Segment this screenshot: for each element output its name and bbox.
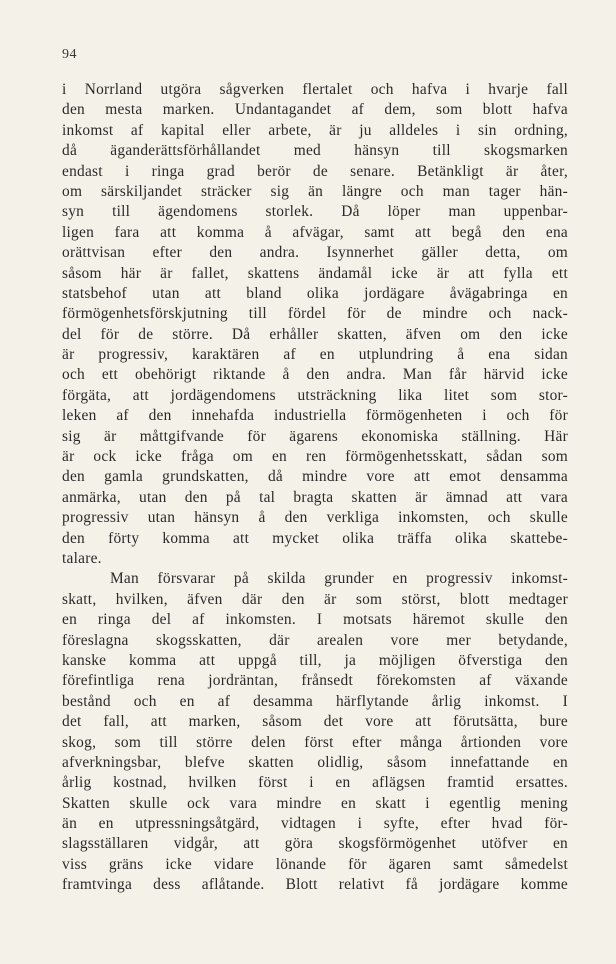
text-line: såsom här är fallet, skattens ändamål icke är att fylla ett [62, 264, 568, 282]
text-line: den gamla grundskatten, då mindre vore att emot densamma [62, 468, 568, 486]
text-line: den förty komma att mycket olika träffa olika skattebe- [62, 529, 568, 547]
text-line: förgäta, att jordägendomens utsträckning lika litet som stor- [62, 386, 568, 404]
text-line: endast i ringa grad berör de senare. Betänkligt är åter, [62, 162, 568, 180]
text-line: leken af den innehafda industriella förmögenheten i och för [62, 407, 568, 425]
text-line: orättvisan efter den andra. Isynnerhet gäller detta, om [62, 244, 568, 262]
text-line: förefintliga rena jordräntan, frånsedt förekomsten af växande [62, 672, 568, 690]
text-line: framtvinga dess aflåtande. Blott relativt få jordägare komme [62, 876, 568, 894]
text-line: slagsställaren vidgår, att göra skogsförmögenhet utöfver en [62, 835, 568, 853]
text-line: än en utpressningsåtgärd, vidtagen i syfte, efter hvad för- [62, 815, 568, 833]
text-line: och ett obehörigt riktande å den andra. Man får härvid icke [62, 366, 568, 384]
text-line: är ock icke fråga om en ren förmögenhetsskatt, sådan som [62, 448, 568, 466]
text-line: är progressiv, karaktären af en utplundring å ena sidan [62, 346, 568, 364]
text-line: ligen fara att komma å afvägar, samt att begå den ena [62, 223, 568, 241]
text-line: årlig kostnad, hvilken först i en aflägsen framtid ersattes. [62, 774, 568, 792]
text-line: afverkningsbar, blefve skatten olidlig, såsom innefattande en [62, 753, 568, 771]
text-line: statsbehof utan att bland olika jordägare åvägabringa en [62, 284, 568, 302]
text-line: det fall, att marken, såsom det vore att förutsätta, bure [62, 713, 568, 731]
text-line: förmögenhetsförskjutning till fördel för de mindre och nack- [62, 305, 568, 323]
page-number: 94 [62, 47, 77, 62]
text-line: skatt, hvilken, äfven där den är som störst, blott medtager [62, 590, 568, 608]
text-line: Skatten skulle ock vara mindre en skatt i egentlig mening [62, 794, 568, 812]
text-line: del för de större. Då erhåller skatten, äfven om den icke [62, 325, 568, 343]
text-line: en ringa del af inkomsten. I motsats häremot skulle den [62, 611, 568, 629]
text-line: föreslagna skogsskatten, där arealen vore mer betydande, [62, 631, 568, 649]
text-line: inkomst af kapital eller arbete, är ju alldeles i sin ordning, [62, 121, 568, 139]
paragraph-start-line: Man försvarar på skilda grunder en progressiv inkomst- [110, 570, 568, 588]
text-line: anmärka, utan den på tal bragta skatten är ämnad att vara [62, 488, 568, 506]
text-line: kanske komma att uppgå till, ja möjligen öfverstiga den [62, 651, 568, 669]
text-line: progressiv utan hänsyn å den verkliga inkomsten, och skulle [62, 509, 568, 527]
text-line: sig är måttgifvande för ägarens ekonomiska ställning. Här [62, 427, 568, 445]
text-line: bestånd och en af desamma härflytande årlig inkomst. I [62, 692, 568, 710]
text-line: den mesta marken. Undantagandet af dem, som blott hafva [62, 101, 568, 119]
text-line: om särskiljandet sträcker sig än längre och man tager hän- [62, 182, 568, 200]
body-text [62, 80, 568, 896]
text-line: skog, som till större delen först efter många årtionden vore [62, 733, 568, 751]
paragraph-end-line: talare. [62, 549, 102, 567]
text-line: i Norrland utgöra sågverken flertalet och hafva i hvarje fall [62, 81, 568, 98]
text-line: då äganderättsförhållandet med hänsyn till skogsmarken [62, 142, 568, 160]
text-line: syn till ägendomens storlek. Då löper man uppenbar- [62, 203, 568, 221]
text-line: viss gräns icke vidare lönande för ägaren samt såmedelst [62, 855, 568, 873]
